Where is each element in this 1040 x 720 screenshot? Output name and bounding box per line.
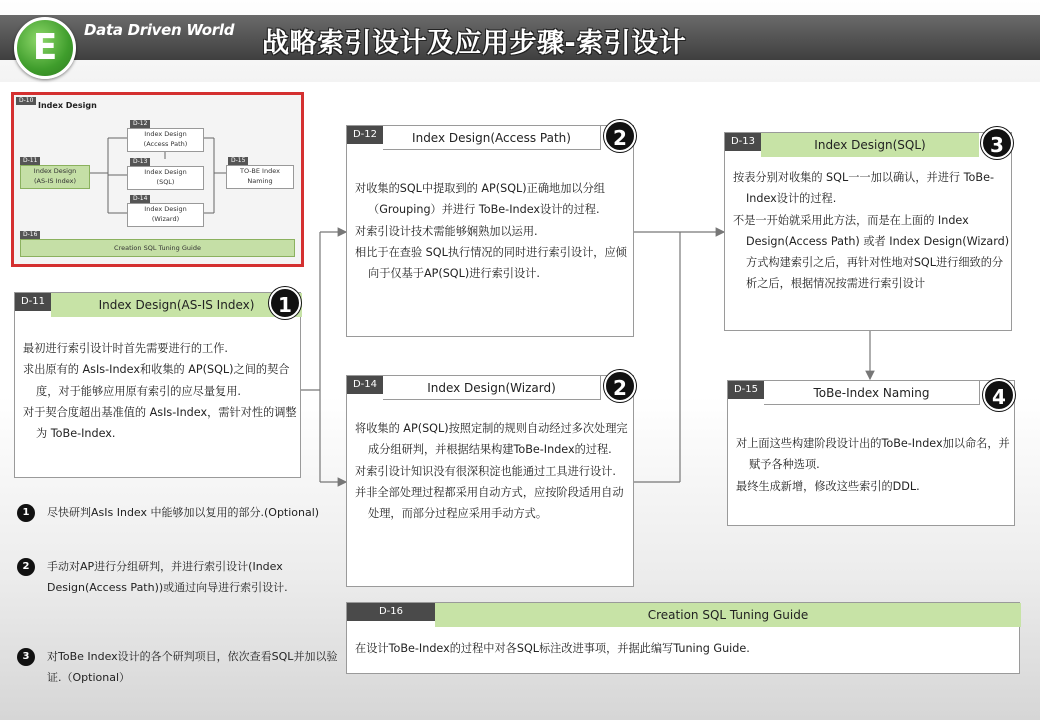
card-wizard bbox=[346, 375, 634, 587]
step-number-badge: 1 bbox=[269, 287, 301, 319]
card-line: 将收集的 AP(SQL)按照定制的规则自动经过多次处理完成分组研判，并根据结果构建ToBe-Index的过程. bbox=[355, 422, 628, 457]
card-line: 对索引设计知识没有很深积淀也能通过工具进行设计. bbox=[355, 464, 616, 478]
thumb-frame-tag: D-10 bbox=[16, 97, 36, 105]
card-body bbox=[355, 178, 633, 284]
thumb-tag: D-12 bbox=[130, 120, 150, 128]
thumb-box-label: Index Design bbox=[144, 168, 187, 176]
card-tag: D-12 bbox=[347, 126, 383, 144]
thumb-tag: D-13 bbox=[130, 158, 150, 166]
card-tag: D-16 bbox=[347, 603, 435, 621]
step-number-badge: 2 bbox=[604, 370, 636, 402]
thumb-box-label: Index Design bbox=[33, 167, 77, 175]
card-title: Index Design(SQL) bbox=[761, 133, 979, 157]
card-body bbox=[355, 418, 633, 524]
thumb-tag: D-11 bbox=[20, 157, 40, 165]
card-line: 对索引设计技术需能够娴熟加以运用. bbox=[355, 224, 538, 238]
card-line: 相比于在查验 SQL执行情况的同时进行索引设计，应倾向于仅基于AP(SQL)进行索引设计. bbox=[355, 245, 627, 281]
card-access-path bbox=[346, 125, 634, 337]
card-line: 最终生成新增，修改这些索引的DDL. bbox=[736, 479, 920, 493]
card-tag: D-15 bbox=[728, 381, 764, 399]
card-line: 对上面这些构建阶段设计出的ToBe-Index加以命名，并赋予各种选项. bbox=[736, 437, 1010, 472]
card-line: 求出原有的 AsIs-Index和收集的 AP(SQL)之间的契合度，对于能够应用原有索引的应尽量复用. bbox=[23, 363, 290, 398]
card-title: Creation SQL Tuning Guide bbox=[435, 603, 1021, 627]
note-number-badge: 1 bbox=[17, 504, 35, 522]
thumb-box-label: (AS-IS Index) bbox=[34, 177, 76, 185]
note-text: 手动对AP进行分组研判，并进行索引设计(Index Design(Access Path))或通过向导进行索引设计. bbox=[47, 560, 288, 594]
card-line: 最初进行索引设计时首先需要进行的工作. bbox=[23, 342, 228, 355]
card-naming bbox=[727, 380, 1015, 526]
card-line: 并非全部处理过程都采用自动方式，应按阶段适用自动处理，而部分过程应采用手动方式。 bbox=[355, 485, 624, 521]
card-tag: D-14 bbox=[347, 376, 383, 394]
thumb-title: Index Design bbox=[38, 101, 97, 110]
card-line: 不是一开始就采用此方法，而是在上面的 Index Design(Access Path) 或者 Index Design(Wizard) 方式构建索引之后，再针对性地对SQL进行细致的分析之后，根据情况按需进行索引设计 bbox=[733, 213, 1010, 291]
card-body bbox=[355, 638, 1015, 659]
step-number-badge: 3 bbox=[981, 127, 1013, 159]
card-line: 在设计ToBe-Index的过程中对各SQL标注改进事项，并据此编写Tuning Guide. bbox=[355, 642, 750, 655]
card-body bbox=[736, 433, 1014, 497]
thumb-box-label: (SQL) bbox=[156, 178, 175, 186]
note-number-badge: 3 bbox=[17, 648, 35, 666]
note-number-badge: 2 bbox=[17, 558, 35, 576]
card-title: ToBe-Index Naming bbox=[764, 381, 980, 405]
card-tuning-guide bbox=[346, 602, 1020, 674]
thumb-box-label: TO-BE Index bbox=[240, 167, 280, 175]
thumb-box-label: Naming bbox=[247, 177, 273, 185]
note-text: 对ToBe Index设计的各个研判项目，依次查看SQL并加以验证.（Optional） bbox=[47, 650, 338, 684]
card-tag: D-13 bbox=[725, 133, 761, 151]
card-title: Index Design(Access Path) bbox=[383, 126, 601, 150]
page-title: 战略索引设计及应用步骤-索引设计 bbox=[262, 28, 687, 59]
card-tag: D-11 bbox=[15, 293, 51, 311]
card-line: 对收集的SQL中提取到的 AP(SQL)正确地加以分组（Grouping）并进行 ToBe-Index设计的过程. bbox=[355, 182, 605, 217]
thumb-box-label: Index Design bbox=[144, 130, 187, 138]
card-sql bbox=[724, 132, 1012, 331]
logo-icon: E bbox=[14, 17, 76, 79]
step-number-badge: 2 bbox=[604, 120, 636, 152]
note-text: 尽快研判AsIs Index 中能够加以复用的部分.(Optional) bbox=[47, 506, 320, 519]
thumb-footer: Creation SQL Tuning Guide bbox=[20, 239, 295, 257]
thumb-box-label: Index Design bbox=[144, 205, 187, 213]
card-line: 对于契合度超出基准值的 AsIs-Index，需针对性的调整为 ToBe-Index. bbox=[23, 405, 297, 441]
thumb-tag: D-16 bbox=[20, 231, 40, 239]
card-title: Index Design(AS-IS Index) bbox=[51, 293, 302, 317]
thumb-box-label: (Wizard) bbox=[151, 215, 180, 223]
thumb-tag: D-14 bbox=[130, 195, 150, 203]
card-title: Index Design(Wizard) bbox=[383, 376, 601, 400]
thumb-tag: D-15 bbox=[228, 157, 248, 165]
card-line: 按表分别对收集的 SQL一一加以确认，并进行 ToBe-Index设计的过程. bbox=[733, 171, 994, 206]
brand-name: Data Driven World bbox=[84, 21, 235, 39]
card-body bbox=[733, 167, 1011, 295]
card-asis-index bbox=[14, 292, 301, 478]
step-number-badge: 4 bbox=[983, 379, 1015, 411]
thumb-box-label: (Access Path) bbox=[143, 140, 188, 148]
card-body bbox=[23, 338, 299, 444]
